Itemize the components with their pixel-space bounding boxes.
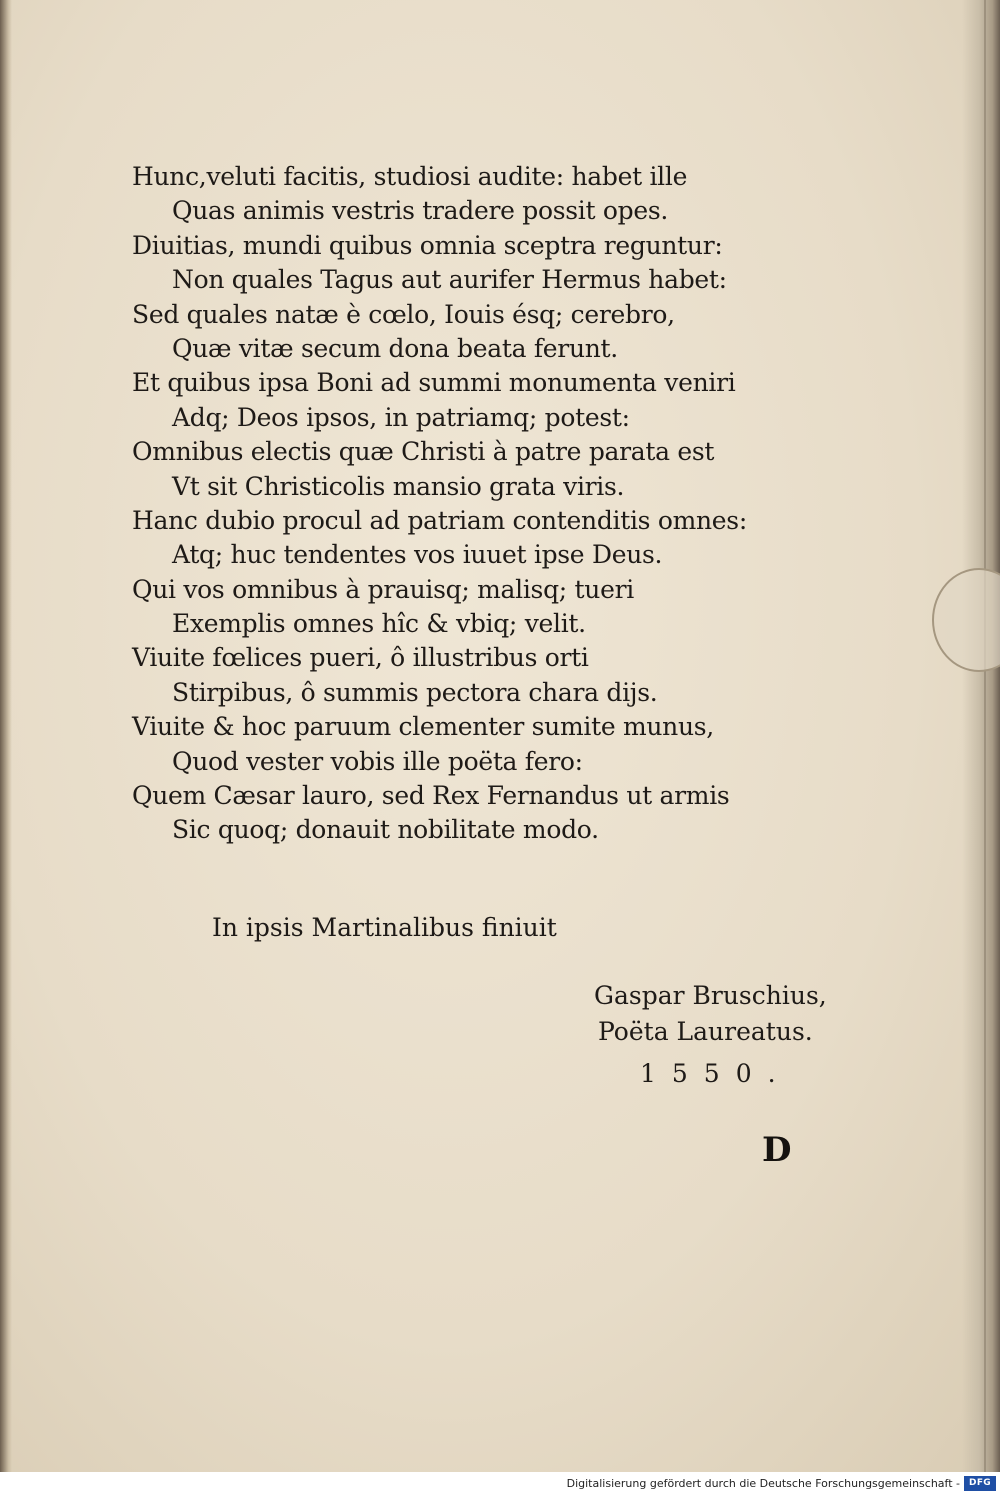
dfg-logo-icon: DFG (964, 1476, 996, 1491)
colophon: In ipsis Martinalibus finiuit (212, 913, 557, 942)
verse-line: Quod vester vobis ille poëta fero: (172, 746, 583, 776)
verse-line: Non quales Tagus aut aurifer Hermus habet: (172, 265, 727, 295)
verse-line: Quæ vitæ secum dona beata ferunt. (172, 333, 618, 363)
verse-line: Diuitias, mundi quibus omnia sceptra reguntur: (132, 230, 723, 260)
binding-shadow (0, 0, 12, 1472)
verse-line: Hanc dubio procul ad patriam contenditis omnes: (132, 505, 747, 535)
author-signature (594, 978, 827, 1050)
poem-verse (132, 160, 747, 848)
verse-line: Quem Cæsar lauro, sed Rex Fernandus ut armis (132, 781, 730, 811)
show-through-texture (800, 160, 990, 1160)
verse-line: Viuite & hoc paruum clementer sumite munus, (132, 712, 714, 742)
funding-notice: Digitalisierung gefördert durch die Deutsche Forschungsgemeinschaft - (566, 1477, 960, 1490)
author-name: Gaspar Bruschius, (594, 981, 827, 1010)
verse-line: Viuite fœlices pueri, ô illustribus orti (132, 643, 589, 673)
verse-line: Sed quales natæ è cœlo, Iouis ésq; cerebro, (132, 299, 675, 329)
verse-line: Adq; Deos ipsos, in patriamq; potest: (172, 402, 630, 432)
verse-line: Stirpibus, ô summis pectora chara dijs. (172, 677, 658, 707)
author-title: Poëta Laureatus. (598, 1017, 813, 1046)
digitization-footer (0, 1472, 1000, 1495)
verse-line: Exemplis omnes hîc & vbiq; velit. (172, 609, 586, 639)
publication-year: 1550. (640, 1059, 792, 1088)
verse-line: Vt sit Christicolis mansio grata viris. (172, 471, 625, 501)
signature-mark: D (762, 1130, 792, 1170)
verse-line: Quas animis vestris tradere possit opes. (172, 196, 668, 226)
verse-line: Atq; huc tendentes vos iuuet ipse Deus. (172, 540, 663, 570)
verse-line: Qui vos omnibus à prauisq; malisq; tueri (132, 574, 634, 604)
verse-line: Hunc,veluti facitis, studiosi audite: habet ille (132, 162, 688, 191)
verse-line: Sic quoq; donauit nobilitate modo. (172, 815, 599, 845)
verse-line: Et quibus ipsa Boni ad summi monumenta veniri (132, 368, 736, 398)
verse-line: Omnibus electis quæ Christi à patre parata est (132, 437, 715, 467)
